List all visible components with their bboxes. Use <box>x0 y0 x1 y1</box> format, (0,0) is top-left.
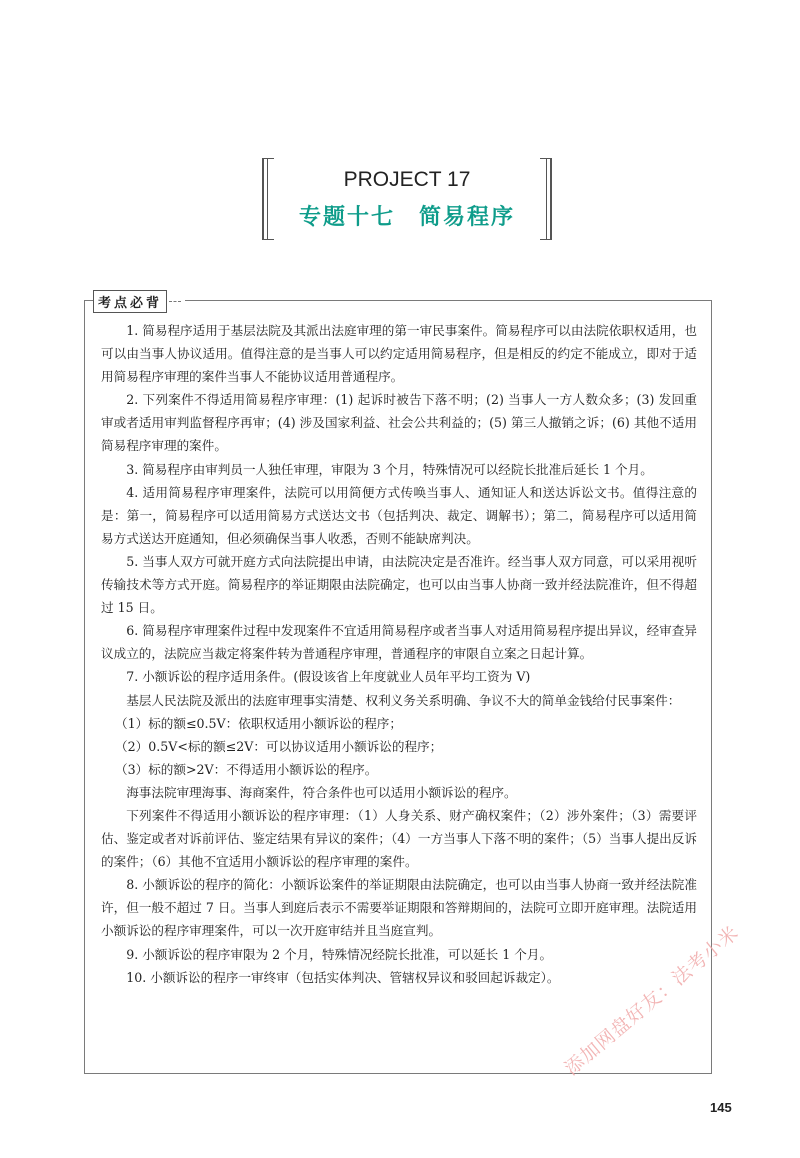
section-header <box>93 291 185 311</box>
paragraph: （1）标的额≤0.5V：依职权适用小额诉讼的程序； <box>115 715 402 731</box>
page-number: 145 <box>710 1100 732 1115</box>
paragraph: （2）0.5V<标的额≤2V：可以协议适用小额诉讼的程序； <box>115 738 443 754</box>
paragraph: 6. 简易程序审理案件过程中发现案件不宜适用简易程序或者当事人对适用简易程序提出异议，经审查异议成立的，法院应当裁定将案件转为普通程序审理，普通程序的审限自立案之日起计算。 <box>101 623 697 662</box>
paragraph: 7. 小额诉讼的程序适用条件。(假设该省上年度就业人员年平均工资为 V) <box>126 669 531 685</box>
paragraph: 8. 小额诉讼的程序的简化：小额诉讼案件的举证期限由法院确定，也可以由当事人协商一致并经法院准许，但一般不超过 7 日。当事人到庭后表示不需要举证期限和答辩期间的，法院可立即开庭审理。法院适用小额诉讼的程序审理案件，可以一次开庭审结并且当庭宣判。 <box>101 877 697 939</box>
paragraph: 基层人民法院及派出的法庭审理事实清楚、权利义务关系明确、争议不大的简单金钱给付民事案件： <box>126 692 681 708</box>
paragraph: 下列案件不得适用小额诉讼的程序审理：（1）人身关系、财产确权案件；（2）涉外案件；（3）需要评估、鉴定或者对诉前评估、鉴定结果有异议的案件；（4）一方当事人下落不明的案件；（5）当事人提出反诉的案件；（6）其他不宜适用小额诉讼的程序审理的案件。 <box>101 807 697 870</box>
paragraph: 2. 下列案件不得适用简易程序审理：(1) 起诉时被告下落不明；(2) 当事人一方人数众多；(3) 发回重审或者适用审判监督程序再审；(4) 涉及国家利益、社会公共利益的；(5) 第三人撤销之诉；(6) 其他不适用简易程序审理的案件。 <box>101 392 697 454</box>
paragraph: 海事法院审理海事、海商案件，符合条件也可以适用小额诉讼的程序。 <box>126 784 517 800</box>
key-points-box <box>84 295 712 1074</box>
key-points-text <box>101 319 697 989</box>
paragraph: 3. 简易程序由审判员一人独任审理，审限为 3 个月，特殊情况可以经院长批准后延长 1 个月。 <box>126 461 653 477</box>
watermark-text: 添加网盘好友：法考小米 <box>560 921 744 1080</box>
paragraph: 10. 小额诉讼的程序一审终审（包括实体判决、管辖权异议和驳回起诉裁定）。 <box>126 969 560 985</box>
section-label: 考点必背 <box>93 290 167 313</box>
chapter-title-block <box>262 158 552 238</box>
paragraph: 5. 当事人双方可就开庭方式向法院提出申请，由法院决定是否准许。经当事人双方同意，可以采用视听传输技术等方式开庭。简易程序的举证期限由法院确定，也可以由当事人协商一致并经法院准许，但不得超过 15 日。 <box>101 553 697 616</box>
header-divider <box>169 301 181 302</box>
project-number: PROJECT 17 <box>343 168 471 191</box>
paragraph: 4. 适用简易程序审理案件，法院可以用简便方式传唤当事人、通知证人和送达诉讼文书。值得注意的是：第一，简易程序可以适用简易方式送达文书（包括判决、裁定、调解书）；第二，简易程序可以适用简易方式送达开庭通知，但必须确保当事人收悉，否则不能缺席判决。 <box>101 484 697 546</box>
chapter-title: 专题十七 简易程序 <box>298 205 515 230</box>
paragraph: 9. 小额诉讼的程序审限为 2 个月，特殊情况经院长批准，可以延长 1 个月。 <box>126 946 553 962</box>
paragraph: （3）标的额>2V：不得适用小额诉讼的程序。 <box>115 761 378 777</box>
paragraph: 1. 简易程序适用于基层法院及其派出法庭审理的第一审民事案件。简易程序可以由法院依职权适用，也可以由当事人协议适用。值得注意的是当事人可以约定适用简易程序，但是相反的约定不能成立，即对于适用简易程序审理的案件当事人不能协议适用普通程序。 <box>101 323 697 385</box>
